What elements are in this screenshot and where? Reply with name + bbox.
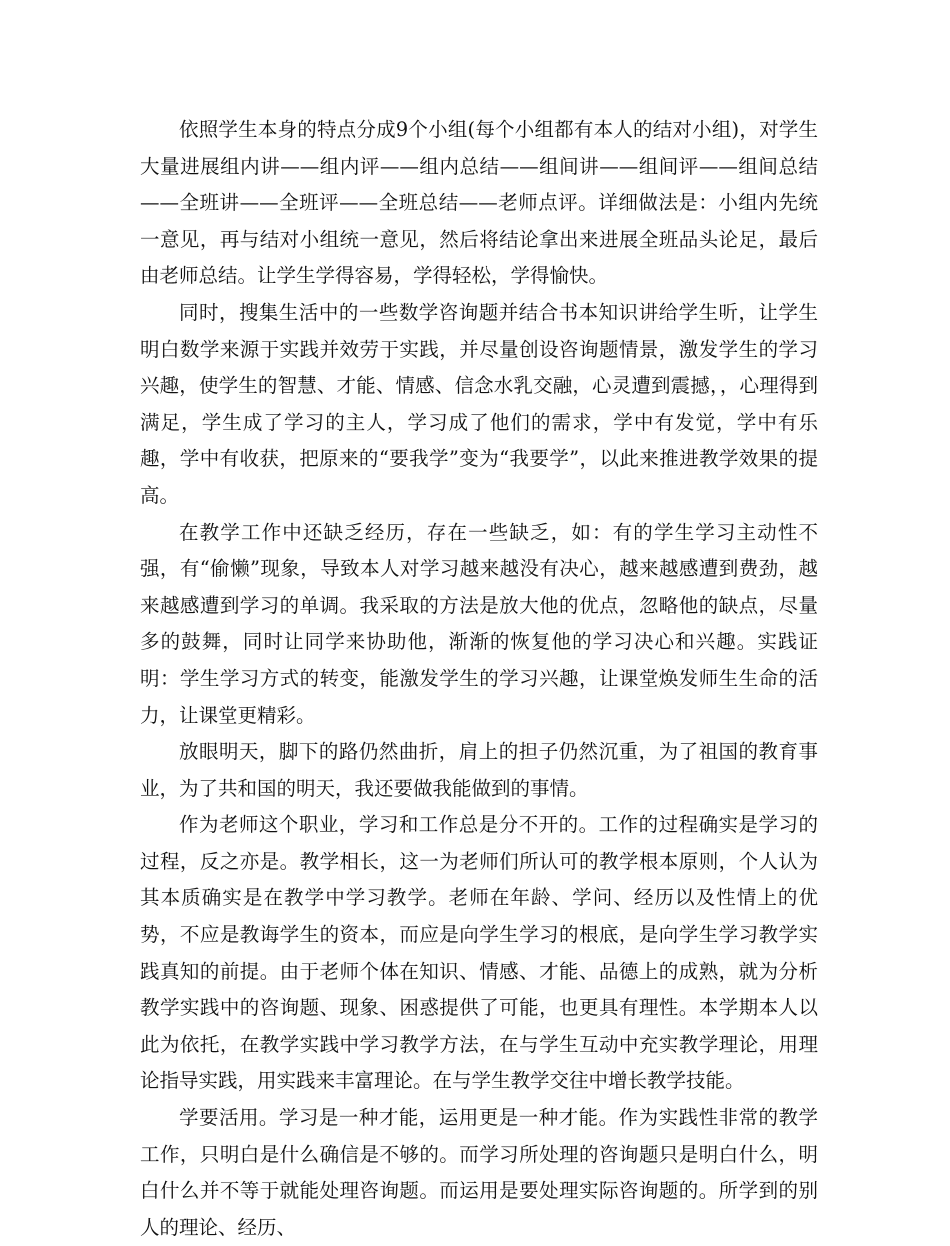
paragraph-5: 作为老师这个职业，学习和工作总是分不开的。工作的过程确实是学习的过程，反之亦是。教学相长，这一为老师们所认可的教学根本原则，个人认为其本质确实是在教学中学习教学。老师在年龄、学问、经历以及性情上的优势，不应是教诲学生的资本，而应是向学生学习的根底，是向学生学习教学实践真知的前提。由于老师个体在知识、情感、才能、品德上的成熟，就为分析教学实践中的咨询题、现象、困惑提供了可能，也更具有理性。本学期本人以此为依托，在教学实践中学习教学方法，在与学生互动中充实教学理论，用理论指导实践，用实践来丰富理论。在与学生教学交往中增长教学技能。 [140, 813, 818, 1093]
paragraph-6: 学要活用。学习是一种才能，运用更是一种才能。作为实践性非常的教学工作，只明白是什么确信是不够的。而学习所处理的咨询题只是明白什么，明白什么并不等于就能处理咨询题。而运用是要处理实际咨询题的。所学到的别人的理论、经历、 [140, 1106, 818, 1239]
paragraph-1: 依照学生本身的特点分成9个小组(每个小组都有本人的结对小组)，对学生大量进展组内讲——组内评——组内总结——组间讲——组间评——组间总结——全班讲——全班评——全班总结——老师点评。详细做法是：小组内先统一意见，再与结对小组统一意见，然后将结论拿出来进展全班品头论足，最后由老师总结。让学生学得容易，学得轻松，学得愉快。 [140, 118, 818, 288]
document-body [140, 112, 818, 1246]
paragraph-2: 同时，搜集生活中的一些数学咨询题并结合书本知识讲给学生听，让学生明白数学来源于实践并效劳于实践，并尽量创设咨询题情景，激发学生的学习兴趣，使学生的智慧、才能、情感、信念水乳交融，心灵遭到震撼，，心理得到满足，学生成了学习的主人，学习成了他们的需求，学中有发觉，学中有乐趣，学中有收获，把原来的“要我学”变为“我要学”，以此来推进教学效果的提高。 [140, 300, 818, 507]
paragraph-4: 放眼明天，脚下的路仍然曲折，肩上的担子仍然沉重，为了祖国的教育事业，为了共和国的明天，我还要做我能做到的事情。 [140, 740, 818, 800]
paragraph-3: 在教学工作中还缺乏经历，存在一些缺乏，如：有的学生学习主动性不强，有“偷懒”现象，导致本人对学习越来越没有决心，越来越感遭到费劲，越来越感遭到学习的单调。我采取的方法是放大他的优点，忽略他的缺点，尽量多的鼓舞，同时让同学来协助他，渐渐的恢复他的学习决心和兴趣。实践证明：学生学习方式的转变，能激发学生的学习兴趣，让课堂焕发师生生命的活力，让课堂更精彩。 [140, 520, 818, 727]
